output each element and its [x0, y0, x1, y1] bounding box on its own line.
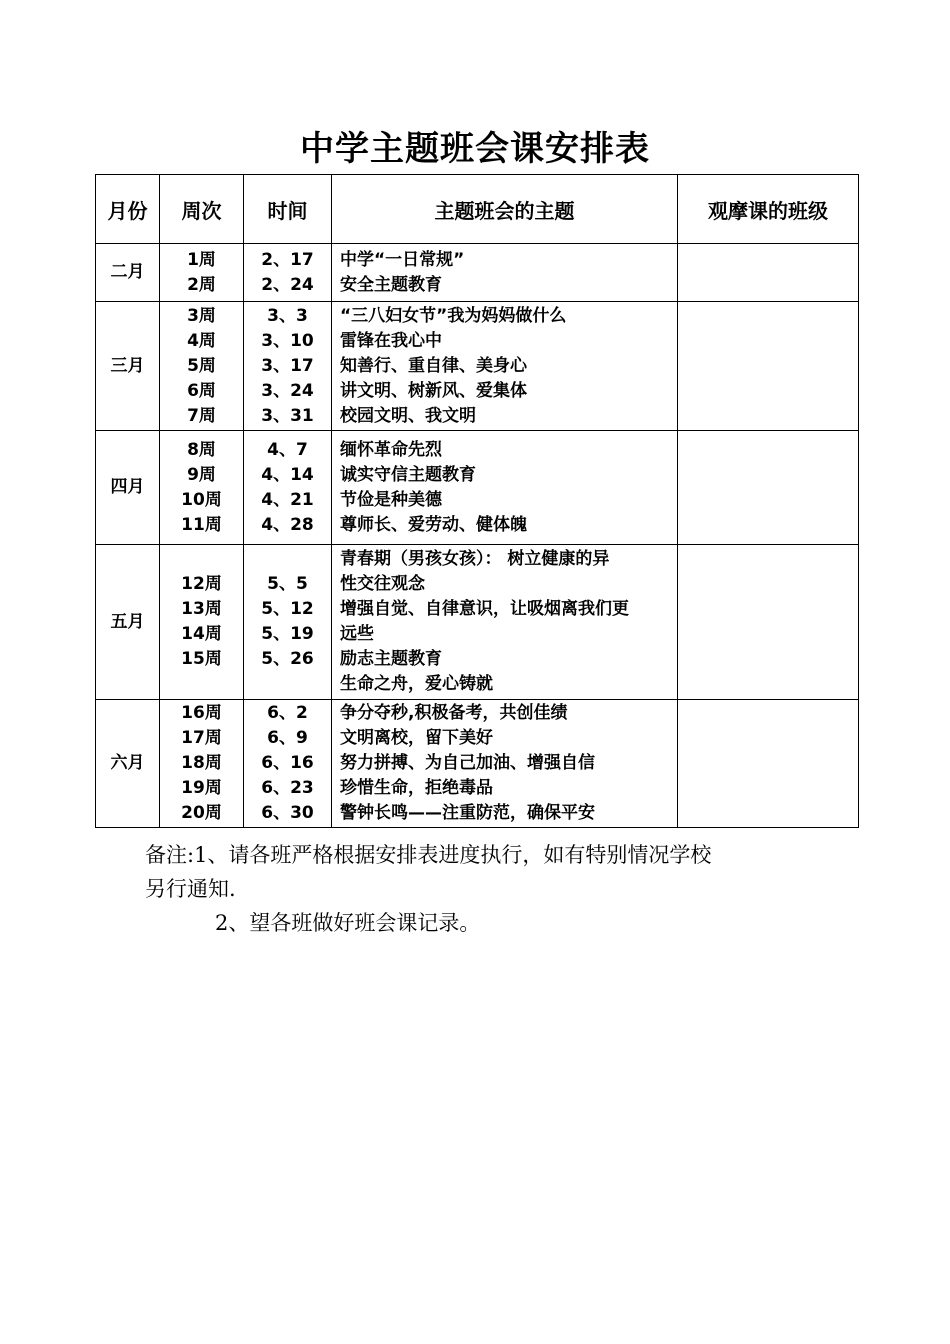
topic-cell	[332, 431, 678, 545]
week-cell	[160, 431, 244, 545]
week-item: 15周	[181, 649, 222, 669]
month-cell: 四月	[96, 431, 160, 545]
time-cell	[244, 302, 332, 431]
time-item: 3、24	[261, 380, 314, 401]
time-item: 4、28	[261, 514, 314, 535]
topic-item: 安全主题教育	[340, 274, 442, 295]
topic-item: 缅怀革命先烈	[340, 439, 442, 460]
topic-item: 性交往观念	[340, 574, 425, 594]
time-item: 6、30	[261, 803, 314, 823]
time-item: 5、12	[261, 599, 314, 619]
note-line-2: 另行通知.	[145, 877, 236, 901]
week-item: 11周	[181, 514, 222, 535]
table-row	[96, 244, 859, 302]
time-item: 3、31	[261, 405, 314, 426]
schedule-table	[95, 174, 859, 828]
time-item: 5、26	[261, 649, 314, 669]
topic-cell	[332, 302, 678, 431]
week-item: 13周	[181, 599, 222, 619]
week-item: 9周	[187, 464, 216, 485]
notes	[145, 838, 805, 940]
topic-item: 中学“一日常规”	[340, 249, 465, 270]
topic-cell	[332, 545, 678, 700]
time-item: 4、21	[261, 489, 314, 510]
week-item: 6周	[187, 380, 216, 401]
month-cell: 三月	[96, 302, 160, 431]
topic-item: 励志主题教育	[340, 649, 442, 669]
topic-cell	[332, 244, 678, 302]
class-cell	[678, 302, 859, 431]
time-item: 5、5	[267, 574, 308, 594]
topic-item: 讲文明、树新风、爱集体	[340, 380, 527, 401]
week-item: 2周	[187, 274, 216, 295]
week-item: 17周	[181, 728, 222, 748]
time-item: 4、7	[267, 439, 308, 460]
class-cell	[678, 700, 859, 828]
page-title: 中学主题班会课安排表	[300, 129, 650, 169]
week-item: 1周	[187, 249, 216, 270]
week-item: 16周	[181, 703, 222, 723]
week-item: 19周	[181, 778, 222, 798]
time-item: 5、19	[261, 624, 314, 644]
header-week: 周次	[160, 175, 244, 244]
week-cell	[160, 302, 244, 431]
time-item: 6、9	[267, 728, 308, 748]
time-item: 6、16	[261, 753, 314, 773]
month-cell: 五月	[96, 545, 160, 700]
time-cell	[244, 244, 332, 302]
class-cell	[678, 431, 859, 545]
week-item: 12周	[181, 574, 222, 594]
topic-item: 增强自觉、自律意识，让吸烟离我们更	[340, 599, 629, 619]
table-row	[96, 431, 859, 545]
month-cell: 二月	[96, 244, 160, 302]
month-cell: 六月	[96, 700, 160, 828]
note-line-3: 2、望各班做好班会课记录。	[215, 911, 481, 935]
table-header-row	[96, 175, 859, 244]
time-cell	[244, 700, 332, 828]
topic-item: 诚实守信主题教育	[340, 464, 476, 485]
topic-item: 远些	[340, 624, 374, 644]
topic-item: 节俭是种美德	[340, 489, 442, 510]
topic-item: 尊师长、爱劳动、健体魄	[340, 514, 527, 535]
time-item: 6、23	[261, 778, 314, 798]
topic-cell	[332, 700, 678, 828]
topic-item: “三八妇女节”我为妈妈做什么	[340, 305, 567, 326]
time-item: 3、17	[261, 355, 314, 376]
week-item: 8周	[187, 439, 216, 460]
week-cell	[160, 545, 244, 700]
topic-item: 文明离校，留下美好	[340, 728, 493, 748]
topic-item: 生命之舟，爱心铸就	[340, 674, 493, 694]
topic-item: 努力拼搏、为自己加油、增强自信	[340, 753, 595, 773]
week-item: 5周	[187, 355, 216, 376]
week-item: 4周	[187, 330, 216, 351]
week-item: 10周	[181, 489, 222, 510]
time-item: 4、14	[261, 464, 314, 485]
note-line-1: 备注:1、请各班严格根据安排表进度执行，如有特别情况学校	[145, 843, 712, 867]
time-item: 3、3	[267, 305, 308, 326]
time-item: 3、10	[261, 330, 314, 351]
week-item: 3周	[187, 305, 216, 326]
topic-item: 雷锋在我心中	[340, 330, 442, 351]
table-row	[96, 302, 859, 431]
time-cell	[244, 545, 332, 700]
week-item: 7周	[187, 405, 216, 426]
header-class: 观摩课的班级	[678, 175, 859, 244]
class-cell	[678, 545, 859, 700]
topic-item: 知善行、重自律、美身心	[340, 355, 527, 376]
topic-item: 校园文明、我文明	[340, 405, 476, 426]
topic-item: 青春期（男孩女孩）： 树立健康的异	[340, 549, 610, 569]
time-item: 6、2	[267, 703, 308, 723]
week-item: 20周	[181, 803, 222, 823]
topic-item: 警钟长鸣——注重防范，确保平安	[340, 803, 595, 823]
topic-item: 珍惜生命，拒绝毒品	[340, 778, 493, 798]
week-cell	[160, 700, 244, 828]
time-cell	[244, 431, 332, 545]
week-item: 18周	[181, 753, 222, 773]
class-cell	[678, 244, 859, 302]
table-row	[96, 700, 859, 828]
time-item: 2、17	[261, 249, 314, 270]
header-topic: 主题班会的主题	[332, 175, 678, 244]
table-row	[96, 545, 859, 700]
header-time: 时间	[244, 175, 332, 244]
topic-item: 争分夺秒,积极备考，共创佳绩	[340, 703, 568, 723]
header-month: 月份	[96, 175, 160, 244]
week-item: 14周	[181, 624, 222, 644]
time-item: 2、24	[261, 274, 314, 295]
week-cell	[160, 244, 244, 302]
